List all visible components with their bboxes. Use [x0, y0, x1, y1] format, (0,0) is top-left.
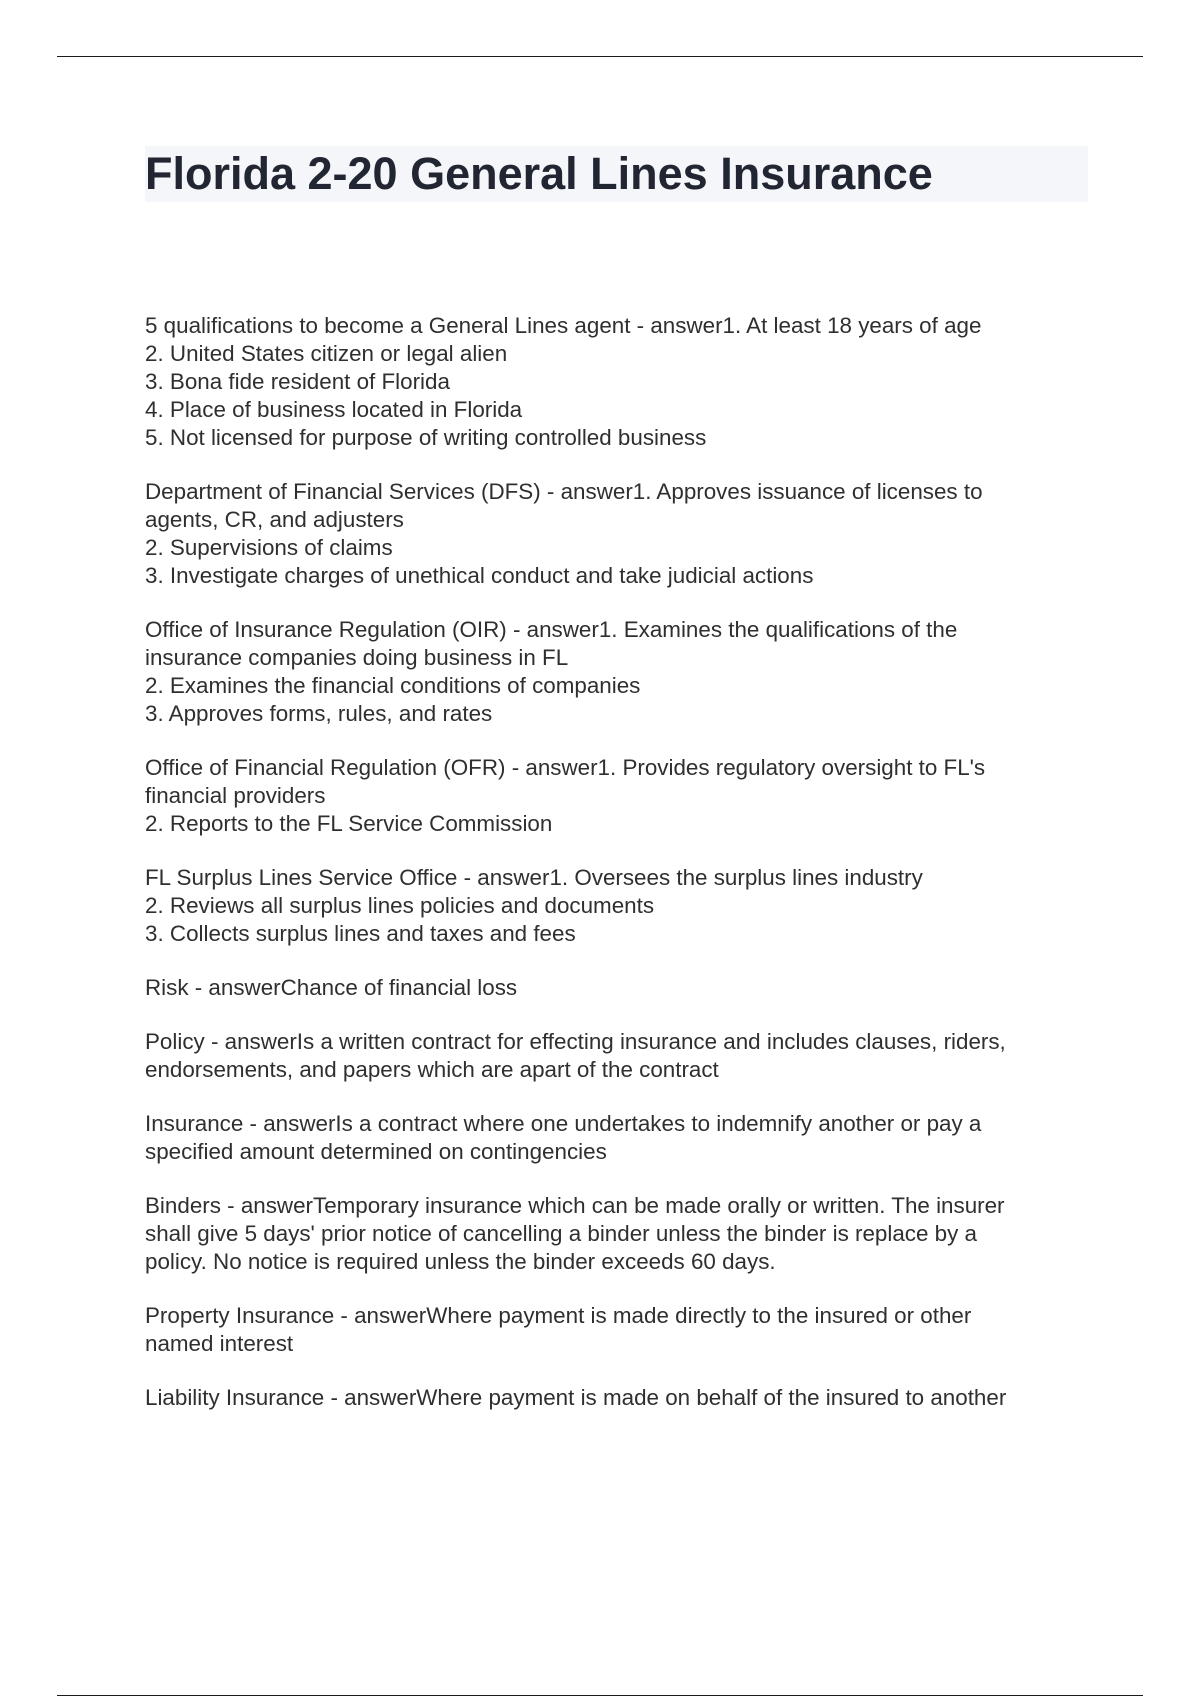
qa-entry-line: Department of Financial Services (DFS) - answer1. Approves issuance of licenses to: [145, 479, 983, 504]
qa-entry-line: 5 qualifications to become a General Lines agent - answer1. At least 18 years of age: [145, 313, 982, 338]
qa-entry: [145, 616, 1085, 728]
qa-entry-line: 2. Reports to the FL Service Commission: [145, 811, 553, 836]
qa-entry-line: financial providers: [145, 783, 326, 808]
qa-entry-line: 2. Reviews all surplus lines policies and documents: [145, 893, 655, 918]
qa-entry: [145, 1110, 1085, 1166]
qa-entry: [145, 478, 1085, 590]
qa-entry-line: named interest: [145, 1331, 294, 1356]
qa-entry-line: Liability Insurance - answerWhere payment is made on behalf of the insured to another: [145, 1385, 1007, 1410]
flashcard-list: [145, 312, 1085, 1438]
qa-entry-line: shall give 5 days' prior notice of cancelling a binder unless the binder is replace by a: [145, 1221, 977, 1246]
qa-entry: [145, 754, 1085, 838]
qa-entry: [145, 312, 1085, 452]
qa-entry-line: Office of Financial Regulation (OFR) - answer1. Provides regulatory oversight to FL's: [145, 755, 986, 780]
qa-entry-line: 4. Place of business located in Florida: [145, 397, 523, 422]
qa-entry-line: FL Surplus Lines Service Office - answer1. Oversees the surplus lines industry: [145, 865, 923, 890]
qa-entry-line: Binders - answerTemporary insurance which can be made orally or written. The insurer: [145, 1193, 1005, 1218]
qa-entry-line: agents, CR, and adjusters: [145, 507, 404, 532]
qa-entry: [145, 974, 1085, 1002]
qa-entry: [145, 864, 1085, 948]
bottom-divider: [57, 1695, 1143, 1696]
top-divider: [57, 56, 1143, 57]
qa-entry-line: Policy - answerIs a written contract for effecting insurance and includes clauses, riders,: [145, 1029, 1006, 1054]
qa-entry: [145, 1384, 1085, 1412]
qa-entry: [145, 1302, 1085, 1358]
qa-entry-line: 3. Investigate charges of unethical conduct and take judicial actions: [145, 563, 814, 588]
qa-entry-line: 2. Examines the financial conditions of companies: [145, 673, 641, 698]
qa-entry-line: 5. Not licensed for purpose of writing controlled business: [145, 425, 707, 450]
qa-entry-line: Property Insurance - answerWhere payment is made directly to the insured or other: [145, 1303, 972, 1328]
qa-entry-line: 2. United States citizen or legal alien: [145, 341, 508, 366]
document-title: Florida 2-20 General Lines Insurance: [145, 148, 933, 199]
qa-entry-line: 3. Bona fide resident of Florida: [145, 369, 450, 394]
qa-entry-line: Risk - answerChance of financial loss: [145, 975, 518, 1000]
qa-entry: [145, 1028, 1085, 1084]
qa-entry-line: policy. No notice is required unless the binder exceeds 60 days.: [145, 1249, 776, 1274]
qa-entry: [145, 1192, 1085, 1276]
qa-entry-line: endorsements, and papers which are apart of the contract: [145, 1057, 719, 1082]
qa-entry-line: 3. Approves forms, rules, and rates: [145, 701, 493, 726]
qa-entry-line: Insurance - answerIs a contract where one undertakes to indemnify another or pay a: [145, 1111, 982, 1136]
qa-entry-line: insurance companies doing business in FL: [145, 645, 569, 670]
qa-entry-line: Office of Insurance Regulation (OIR) - answer1. Examines the qualifications of the: [145, 617, 958, 642]
qa-entry-line: 3. Collects surplus lines and taxes and fees: [145, 921, 576, 946]
qa-entry-line: 2. Supervisions of claims: [145, 535, 393, 560]
qa-entry-line: specified amount determined on contingencies: [145, 1139, 607, 1164]
